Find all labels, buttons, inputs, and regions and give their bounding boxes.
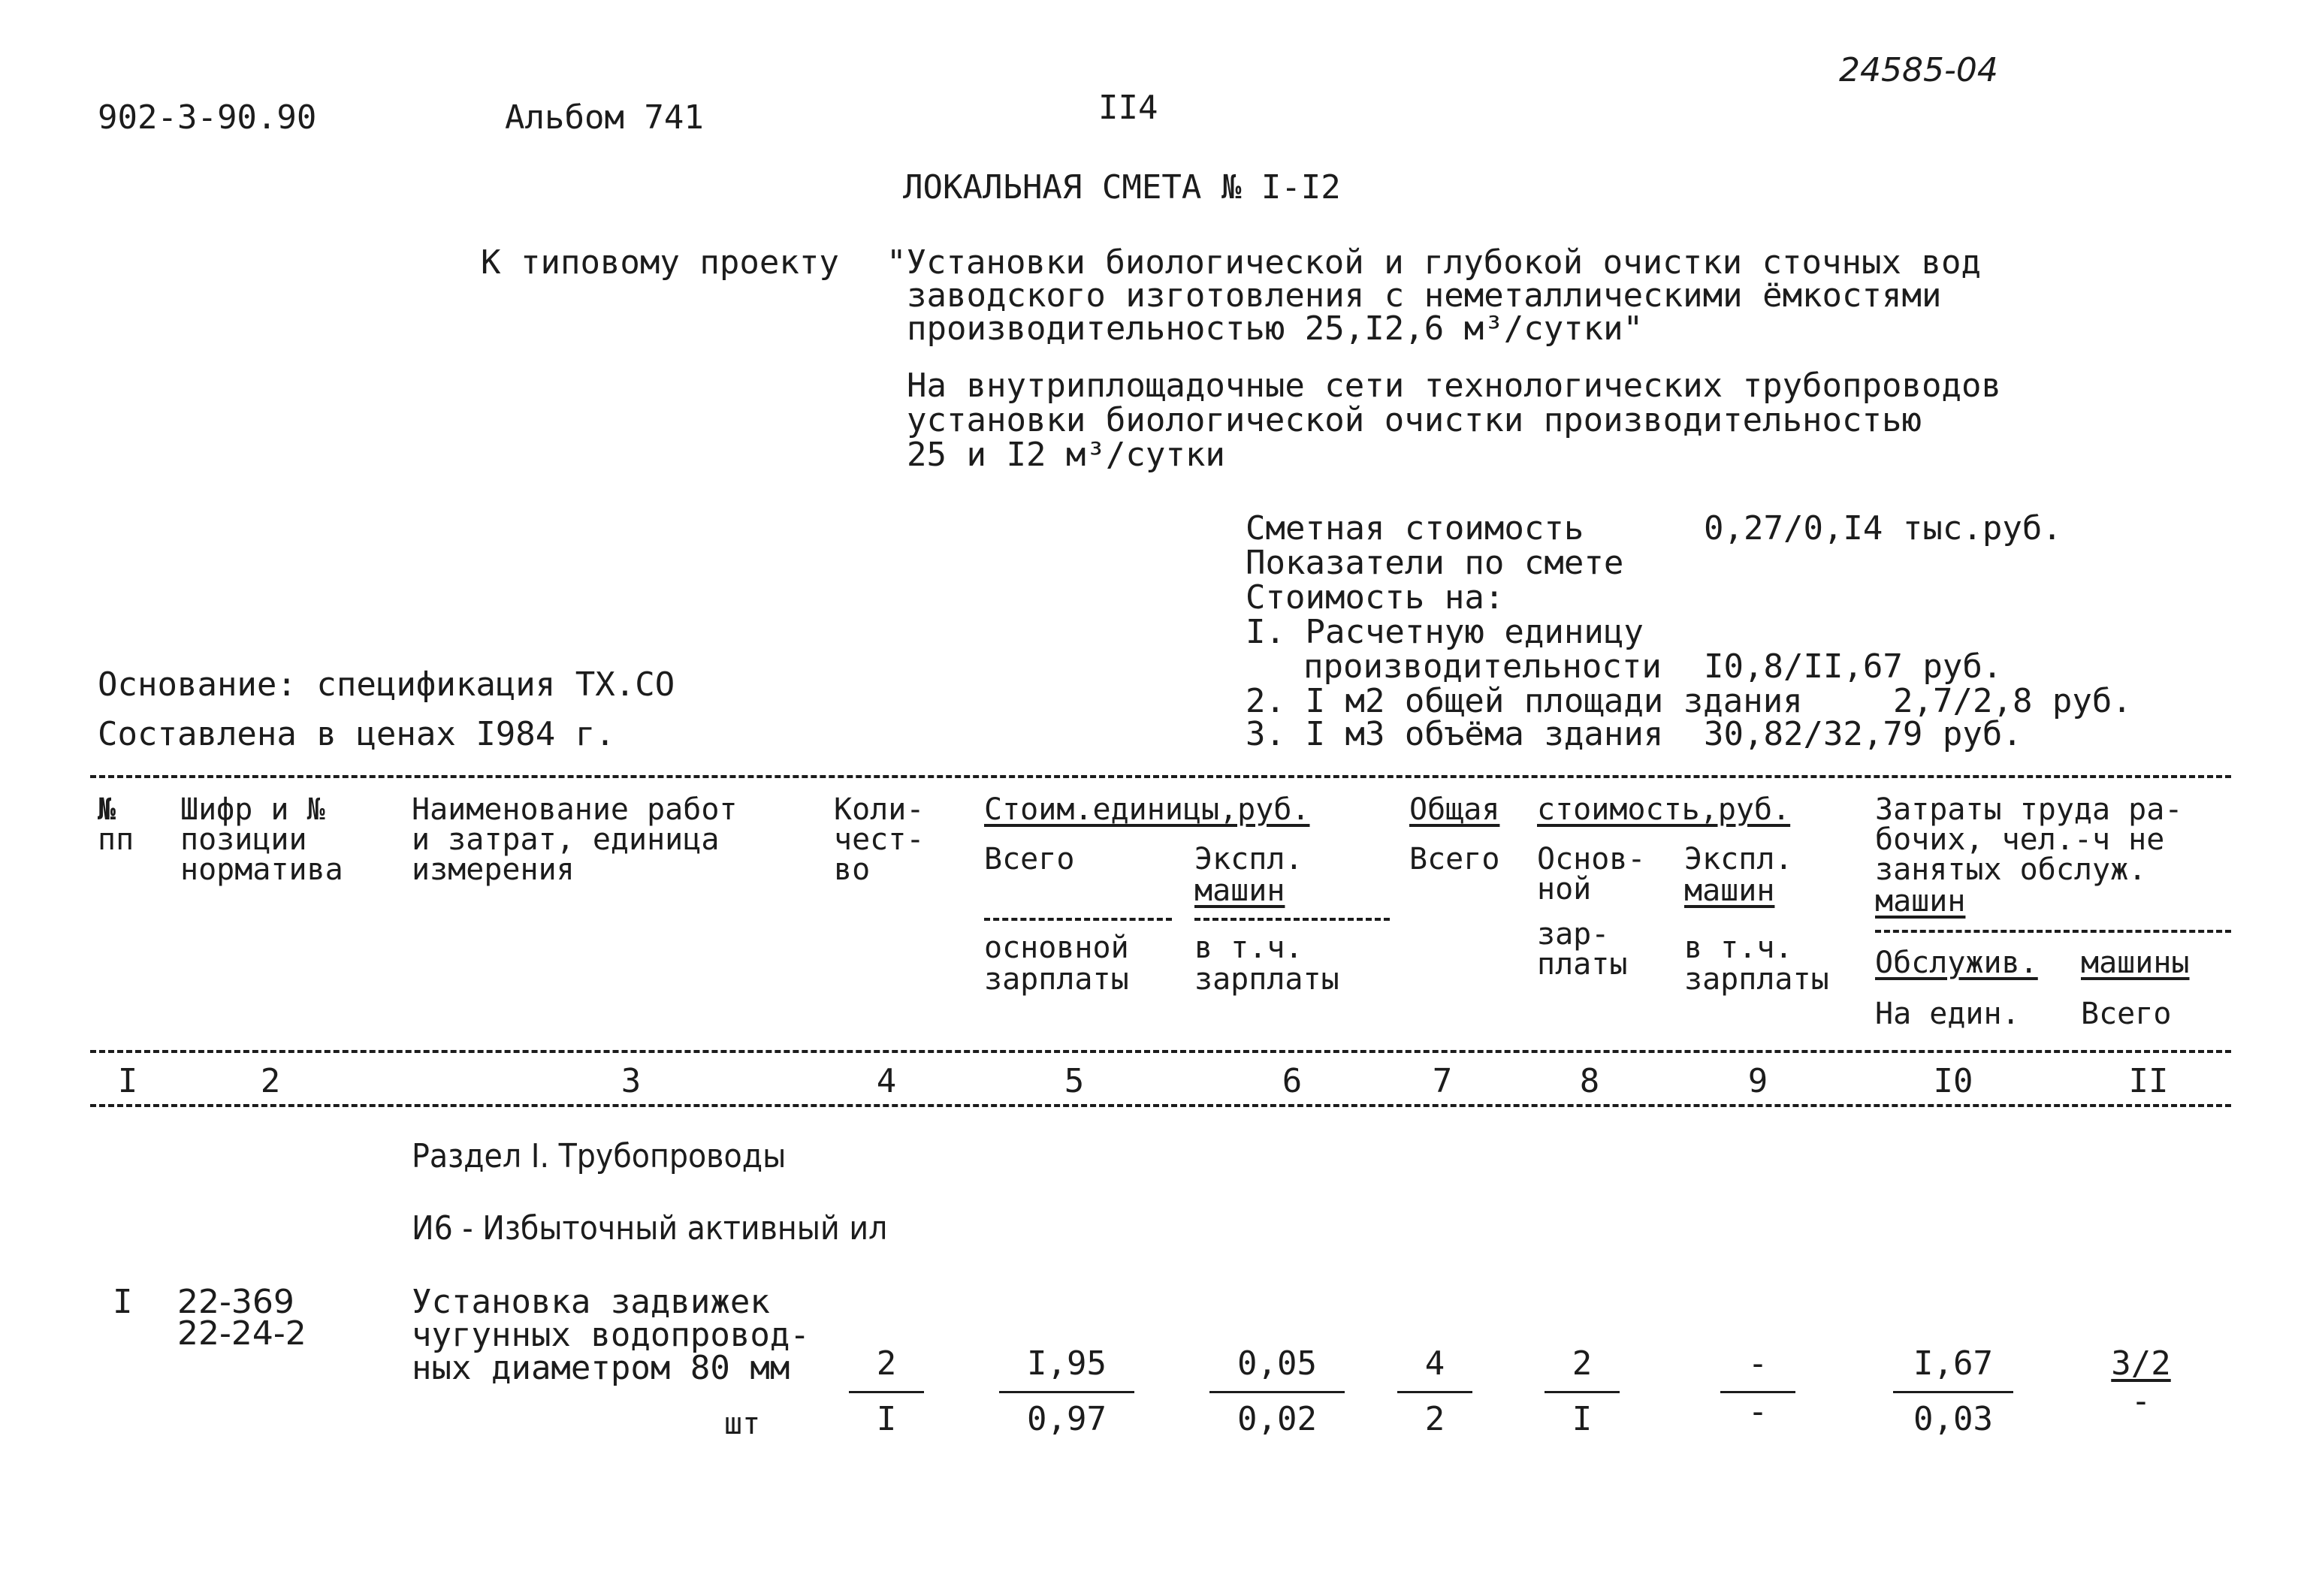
header-labor-per-unit: На един. [1875, 997, 2020, 1031]
header-total-base-line-1: Основ- [1537, 842, 1646, 876]
row-labor-unit-bottom: 0,03 [1913, 1400, 1993, 1438]
header-total-group-b: стоимость,руб. [1537, 792, 1791, 827]
header-unit-cost-group: Стоим.единицы,руб. [984, 792, 1310, 827]
header-labor-line-1: Затраты труда ра- [1875, 792, 2183, 827]
column-number: 9 [1747, 1062, 1768, 1100]
header-total-base-line-2: ной [1537, 872, 1592, 907]
header-name-line-1: Наименование работ [412, 792, 738, 827]
row-labor-unit-top: I,67 [1913, 1344, 1993, 1383]
header-unit-mach-line-2: машин [1194, 873, 1285, 908]
header-total-all: Всего [1409, 842, 1500, 876]
column-number: 7 [1432, 1062, 1453, 1100]
row-total-top: 4 [1424, 1344, 1445, 1383]
header-unit-incl-wage-line-1: в т.ч. [1194, 931, 1303, 965]
column-number: 5 [1064, 1062, 1085, 1100]
header-unit-incl-wage-line-2: зарплаты [1194, 962, 1339, 997]
page-number: II4 [1098, 89, 1158, 127]
header-labor-machines-2: машины [2081, 946, 2190, 980]
header-qty-line-1: Коли- [834, 792, 925, 827]
row-code-2: 22-24-2 [177, 1314, 306, 1353]
page-title: ЛОКАЛЬНАЯ СМЕТА № I-I2 [903, 168, 1341, 207]
row-unit-total-top: I,95 [1027, 1344, 1107, 1383]
estimated-cost-label: Сметная стоимость [1246, 509, 1584, 548]
indicator-2-value: 2,7/2,8 руб. [1893, 682, 2132, 720]
row-unit-total-bottom: 0,97 [1027, 1400, 1107, 1438]
section-title: Раздел I. Трубопроводы [412, 1137, 787, 1175]
project-line-3: производительностью 25,I2,6 м³/сутки" [907, 309, 1644, 348]
row-name-line-3: ных диаметром 80 мм [412, 1349, 790, 1387]
header-total-mach-line-1: Экспл. [1684, 842, 1793, 876]
indicator-1-line-2: производительности [1303, 647, 1662, 686]
header-unit-base-wage-line-1: основной [984, 931, 1129, 965]
header-num-line-2: пп [98, 822, 134, 857]
header-labor-line-2: бочих, чел.-ч не [1875, 822, 2165, 857]
indicator-3-label: 3. I м3 объёма здания [1246, 715, 1664, 753]
row-unit-mach-bottom: 0,02 [1237, 1400, 1317, 1438]
header-total-incl-wage-line-1: в т.ч. [1684, 931, 1793, 965]
subsection-title: И6 - Избыточный активный ил [412, 1209, 888, 1248]
column-number: II [2128, 1062, 2169, 1100]
indicators-label: Показатели по смете [1246, 544, 1624, 582]
header-code-line-2: позиции [180, 822, 307, 857]
header-code-line-3: норматива [180, 852, 343, 887]
row-number: I [113, 1283, 133, 1321]
header-unit-mach-line-1: Экспл. [1194, 842, 1303, 876]
row-mach-top: - [1747, 1344, 1768, 1383]
fraction-line [849, 1391, 924, 1393]
header-code-line-1: Шифр и № [180, 792, 325, 827]
row-unit: шт [724, 1407, 761, 1441]
column-number: I [117, 1062, 138, 1100]
column-numbers-rule [90, 1104, 2231, 1107]
header-labor-machines: машин [1875, 884, 1966, 919]
indicator-3-value: 30,82/32,79 руб. [1704, 715, 2022, 753]
header-unit-base-wage-line-2: зарплаты [984, 962, 1129, 997]
header-unit-total-rule [984, 918, 1172, 921]
column-number: 4 [876, 1062, 897, 1100]
column-number: I0 [1933, 1062, 1973, 1100]
row-mach-bottom: - [1747, 1392, 1768, 1431]
header-bottom-rule [90, 1050, 2231, 1053]
row-total-bottom: 2 [1424, 1400, 1445, 1438]
indicator-1-line-1: I. Расчетную единицу [1246, 613, 1644, 651]
archive-number: 24585-04 [1839, 51, 1998, 89]
header-labor-line-3: занятых обслуж. [1875, 852, 2147, 887]
header-total-group-a: Общая [1409, 792, 1500, 827]
scope-line-2: установки биологической очистки производительностью [907, 401, 1922, 439]
fraction-line [999, 1391, 1134, 1393]
row-base-wage-bottom: I [1572, 1400, 1593, 1438]
row-qty-bottom: I [876, 1400, 897, 1438]
table-top-rule [90, 775, 2231, 778]
basis-line: Основание: спецификация ТХ.СО [98, 665, 675, 704]
scope-line-3: 25 и I2 м³/сутки [907, 436, 1225, 474]
project-line-1: "Установки биологической и глубокой очистки сточных вод [886, 243, 1981, 282]
fraction-line [1397, 1391, 1472, 1393]
header-name-line-2: и затрат, единица [412, 822, 720, 857]
row-unit-mach-top: 0,05 [1237, 1344, 1317, 1383]
column-number: 3 [621, 1062, 642, 1100]
fraction-line [1209, 1391, 1345, 1393]
indicator-1-value: I0,8/II,67 руб. [1704, 647, 2003, 686]
row-code-1: 22-369 [177, 1283, 294, 1321]
row-name-line-2: чугунных водопровод- [412, 1316, 810, 1354]
fraction-line [1545, 1391, 1620, 1393]
row-qty-top: 2 [876, 1344, 897, 1383]
indicator-2-label: 2. I м2 общей площади здания [1246, 682, 1803, 720]
row-labor-total-top: 3/2 [2111, 1344, 2171, 1383]
header-total-incl-wage-line-2: зарплаты [1684, 962, 1829, 997]
header-labor-rule [1875, 930, 2231, 933]
header-unit-mach-rule [1194, 918, 1390, 921]
column-number: 6 [1282, 1062, 1303, 1100]
column-number: 2 [260, 1062, 281, 1100]
header-total-base-line-3: зар- [1537, 917, 1610, 952]
document-code: 902-3-90.90 [98, 98, 317, 137]
header-name-line-3: измерения [412, 852, 575, 887]
header-num-line-1: № [98, 792, 116, 827]
header-unit-total: Всего [984, 842, 1075, 876]
header-labor-total: Всего [2081, 997, 2172, 1031]
project-line-2: заводского изготовления с неметаллическими ёмкостями [907, 276, 1942, 315]
prices-line: Составлена в ценах I984 г. [98, 715, 615, 753]
row-base-wage-top: 2 [1572, 1344, 1593, 1383]
album-label: Альбом 741 [505, 98, 704, 137]
estimated-cost-value: 0,27/0,I4 тыс.руб. [1704, 509, 2062, 548]
header-qty-line-3: во [834, 852, 871, 887]
project-prefix: К типовому проекту [481, 243, 839, 282]
row-name-line-1: Установка задвижек [412, 1283, 770, 1321]
header-qty-line-2: чест- [834, 822, 925, 857]
row-labor-total-bottom: - [2130, 1382, 2151, 1420]
scope-line-1: На внутриплощадочные сети технологических трубопроводов [907, 367, 2001, 405]
cost-per-label: Стоимость на: [1246, 578, 1505, 617]
header-labor-service: Обслужив. [1875, 946, 2038, 980]
header-total-base-line-4: платы [1537, 947, 1628, 982]
header-total-mach-line-2: машин [1684, 873, 1775, 908]
fraction-line [1893, 1391, 2013, 1393]
column-number: 8 [1579, 1062, 1600, 1100]
